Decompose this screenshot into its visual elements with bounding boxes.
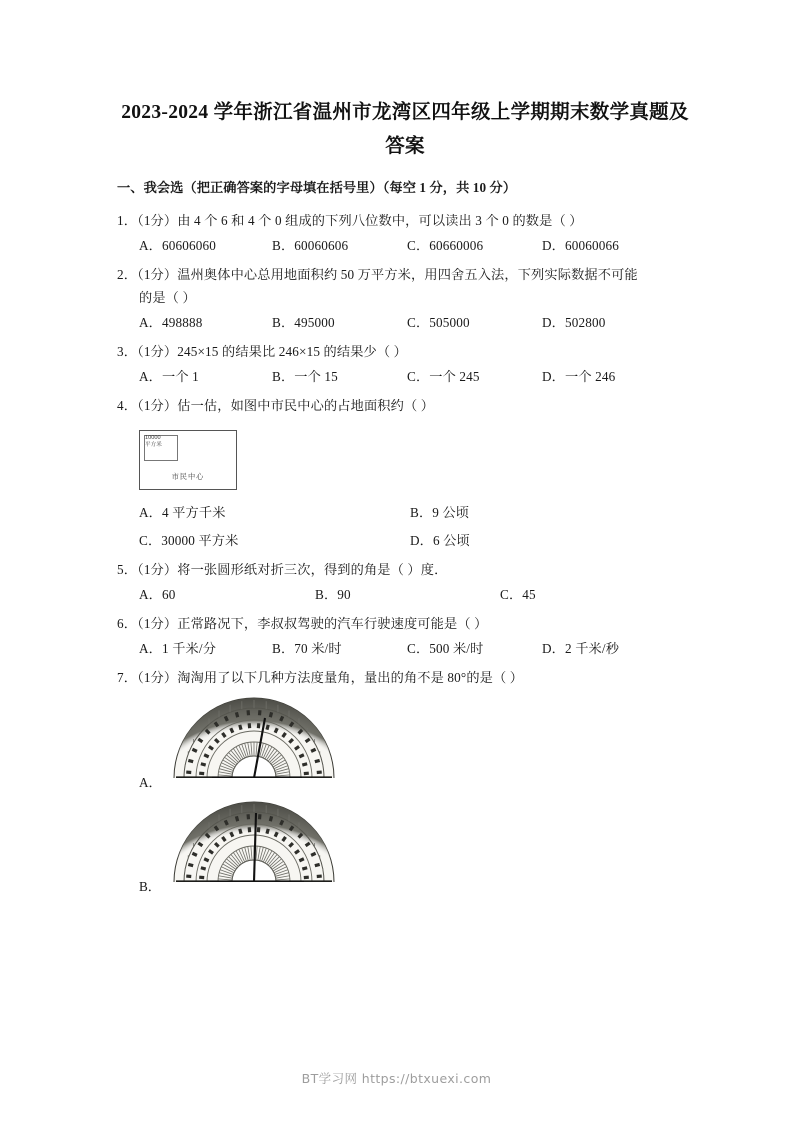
question-7-option-b[interactable] xyxy=(117,793,693,897)
question-1-option-a[interactable]: A．60606060 xyxy=(139,238,216,253)
question-4-option-c[interactable]: C．30000 平方米 xyxy=(139,533,239,548)
site-footer: BT学习网 https://btxuexi.com xyxy=(301,1071,492,1086)
document-content xyxy=(117,96,693,900)
question-3-stem: 3．（1分）245×15 的结果比 246×15 的结果少（ ） xyxy=(117,344,408,359)
question-2-option-a[interactable]: A．498888 xyxy=(139,315,203,330)
question-5 xyxy=(117,558,693,609)
question-5-option-b[interactable]: B．90 xyxy=(315,587,351,602)
question-6-options xyxy=(117,635,693,663)
page-title: 2023-2024 学年浙江省温州市龙湾区四年级上学期期末数学真题及答案 xyxy=(121,102,689,157)
question-1-stem: 1．（1分）由 4 个 6 和 4 个 0 组成的下列八位数中，可以读出 3 个 0 的数是（ ） xyxy=(117,213,583,228)
question-1 xyxy=(117,209,693,260)
question-4-options xyxy=(117,499,693,555)
question-3-options xyxy=(117,363,693,391)
question-1-options xyxy=(117,232,693,260)
civic-center-area-diagram xyxy=(139,430,237,490)
question-1-option-b[interactable]: B．60060606 xyxy=(272,238,349,253)
question-4-option-d[interactable]: D．6 公顷 xyxy=(410,533,470,548)
question-5-options xyxy=(117,581,693,609)
question-6-stem: 6．（1分）正常路况下，李叔叔驾驶的汽车行驶速度可能是（ ） xyxy=(117,616,488,631)
question-3-option-d[interactable]: D．一个 246 xyxy=(542,369,616,384)
unit-square-label xyxy=(145,435,179,449)
question-2-stem-line1: 2．（1分）温州奥体中心总用地面积约 50 万平方米，用四舍五入法，下列实际数据不可能 xyxy=(117,267,638,282)
question-1-option-d[interactable]: D．60060066 xyxy=(542,238,619,253)
question-6 xyxy=(117,612,693,663)
question-2-option-c[interactable]: C．505000 xyxy=(407,315,470,330)
question-2-stem-line2: 的是（ ） xyxy=(139,290,196,305)
question-1-option-c[interactable]: C．60660006 xyxy=(407,238,484,253)
question-3 xyxy=(117,340,693,391)
protractor-b-drawing xyxy=(172,795,337,891)
unit-square-label-line1: 10000 xyxy=(145,435,161,441)
question-7-stem: 7．（1分）淘淘用了以下几种方法度量角，量出的角不是 80°的是（ ） xyxy=(117,670,524,685)
question-3-option-b[interactable]: B．一个 15 xyxy=(272,369,338,384)
question-6-option-c[interactable]: C．500 米/时 xyxy=(407,641,484,656)
question-6-option-b[interactable]: B．70 米/时 xyxy=(272,641,342,656)
question-4-stem: 4．（1分）估一估，如图中市民中心的占地面积约（ ） xyxy=(117,398,435,413)
section-heading: 一、我会选（把正确答案的字母填在括号里）（每空 1 分，共 10 分） xyxy=(117,180,517,195)
question-3-option-c[interactable]: C．一个 245 xyxy=(407,369,480,384)
question-2-stem xyxy=(117,263,693,309)
question-3-option-a[interactable]: A．一个 1 xyxy=(139,369,199,384)
protractor-icon xyxy=(172,691,337,787)
protractor-a-drawing xyxy=(172,691,337,787)
question-5-stem: 5．（1分）将一张圆形纸对折三次，得到的角是（ ）度． xyxy=(117,562,448,577)
unit-square-label-line2: 平方米 xyxy=(145,442,162,449)
protractor-icon xyxy=(172,795,337,891)
question-7-option-a-label: A． xyxy=(139,775,162,790)
question-5-option-a[interactable]: A．60 xyxy=(139,587,176,602)
question-4-option-b[interactable]: B．9 公顷 xyxy=(410,505,470,520)
question-2-options xyxy=(117,309,693,337)
question-7-option-b-label: B． xyxy=(139,879,161,894)
question-7 xyxy=(117,666,693,897)
question-6-option-a[interactable]: A．1 千米/分 xyxy=(139,641,217,656)
question-2-option-b[interactable]: B．495000 xyxy=(272,315,335,330)
question-2 xyxy=(117,263,693,337)
question-4 xyxy=(117,394,693,555)
civic-center-label: 市民中心 xyxy=(171,472,205,481)
question-4-option-a[interactable]: A．4 平方千米 xyxy=(139,505,226,520)
question-2-option-d[interactable]: D．502800 xyxy=(542,315,606,330)
question-7-option-a[interactable] xyxy=(117,689,693,793)
question-5-option-c[interactable]: C．45 xyxy=(500,587,536,602)
question-6-option-d[interactable]: D．2 千米/秒 xyxy=(542,641,620,656)
